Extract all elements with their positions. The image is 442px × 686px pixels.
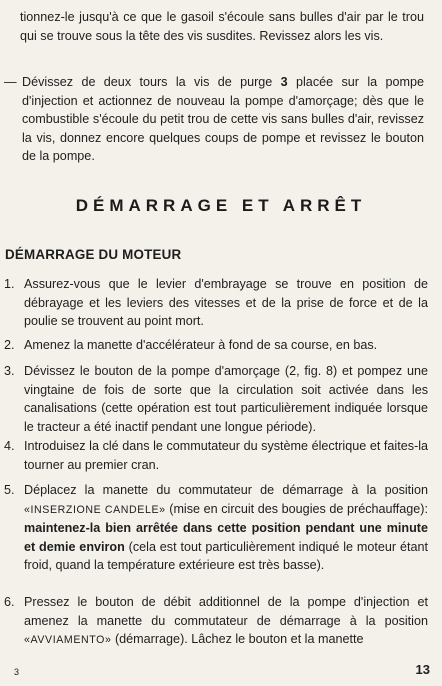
page-number: 13 — [415, 662, 430, 677]
subsection-title: DÉMARRAGE DU MOTEUR — [5, 247, 182, 262]
switch-position-label: «INSERZIONE CANDELE» — [24, 503, 166, 516]
item-number: 6. — [4, 595, 15, 609]
emphasis-text: maintenez-la bien arrêtée dans cette position pendant une minute et demie environ — [24, 521, 428, 554]
dash-bullet: — — [4, 75, 17, 89]
intro-step-text: Dévissez de deux tours la vis de purge 3 placée sur la pompe d'injection et actionnez de nouveau la pompe d'amorçage; dès que le combustible s'écoule du petit trou de cette vis sans bulles d'air, revissez la vis, donnez encore quelques coups de pompe et revissez le bouton de la pompe. — [22, 75, 424, 164]
item-text: Dévissez le bouton de la pompe d'amorçage (2, fig. 8) et pompez une vingtaine de fois de sorte que la circulation soit activée dans les canalisations (cette opération est tout particulièrement indiquée lorsque le tracteur a été inactif pendant une longue période). — [24, 364, 428, 434]
list-item — [4, 336, 428, 355]
item-number: 2. — [4, 338, 15, 352]
item-text: Assurez-vous que le levier d'embrayage se trouve en position de débrayage et les leviers des vitesses et de la prise de force et de la poulie se trouvent au point mort. — [24, 277, 428, 329]
item-text: Amenez la manette d'accélérateur à fond de sa course, en bas. — [24, 338, 378, 352]
list-item — [4, 275, 428, 331]
intro-step-dash-item — [4, 73, 424, 166]
section-title: DÉMARRAGE ET ARRÊT — [75, 196, 367, 215]
item-number: 4. — [4, 439, 15, 453]
item-text: Introduisez la clé dans le commutateur du système électrique et faites-la tourner au premier cran. — [24, 439, 428, 472]
item-number: 5. — [4, 483, 15, 497]
screw-number: 3 — [280, 75, 288, 89]
item-number: 3. — [4, 364, 15, 378]
item-text: Déplacez la manette du commutateur de démarrage à la position «INSERZIONE CANDELE» (mise en circuit des bougies de préchauffage): maintenez-la bien arrêtée dans cette position pendant une minute et demie environ (cela est tout particulièrement indiqué le moteur étant froid, quand la température extérieure est très basse). — [24, 483, 429, 573]
list-item — [4, 481, 428, 575]
intro-continued-paragraph: tionnez-le jusqu'à ce que le gasoil s'écoule sans bulles d'air par le trou qui se trouve sous la tête des vis susdites. Revissez alors les vis. — [20, 10, 424, 43]
list-item — [4, 437, 428, 474]
switch-position-label: «AVVIAMENTO» — [24, 634, 112, 647]
list-item — [4, 593, 428, 650]
footer-mark: 3 — [14, 667, 20, 677]
item-number: 1. — [4, 277, 15, 291]
item-text: Pressez le bouton de débit additionnel de la pompe d'injection et amenez la manette du commutateur de démarrage à la position «AVVIAMENTO» (démarrage). Lâchez le bouton et la manette — [24, 595, 428, 647]
list-item — [4, 362, 428, 436]
